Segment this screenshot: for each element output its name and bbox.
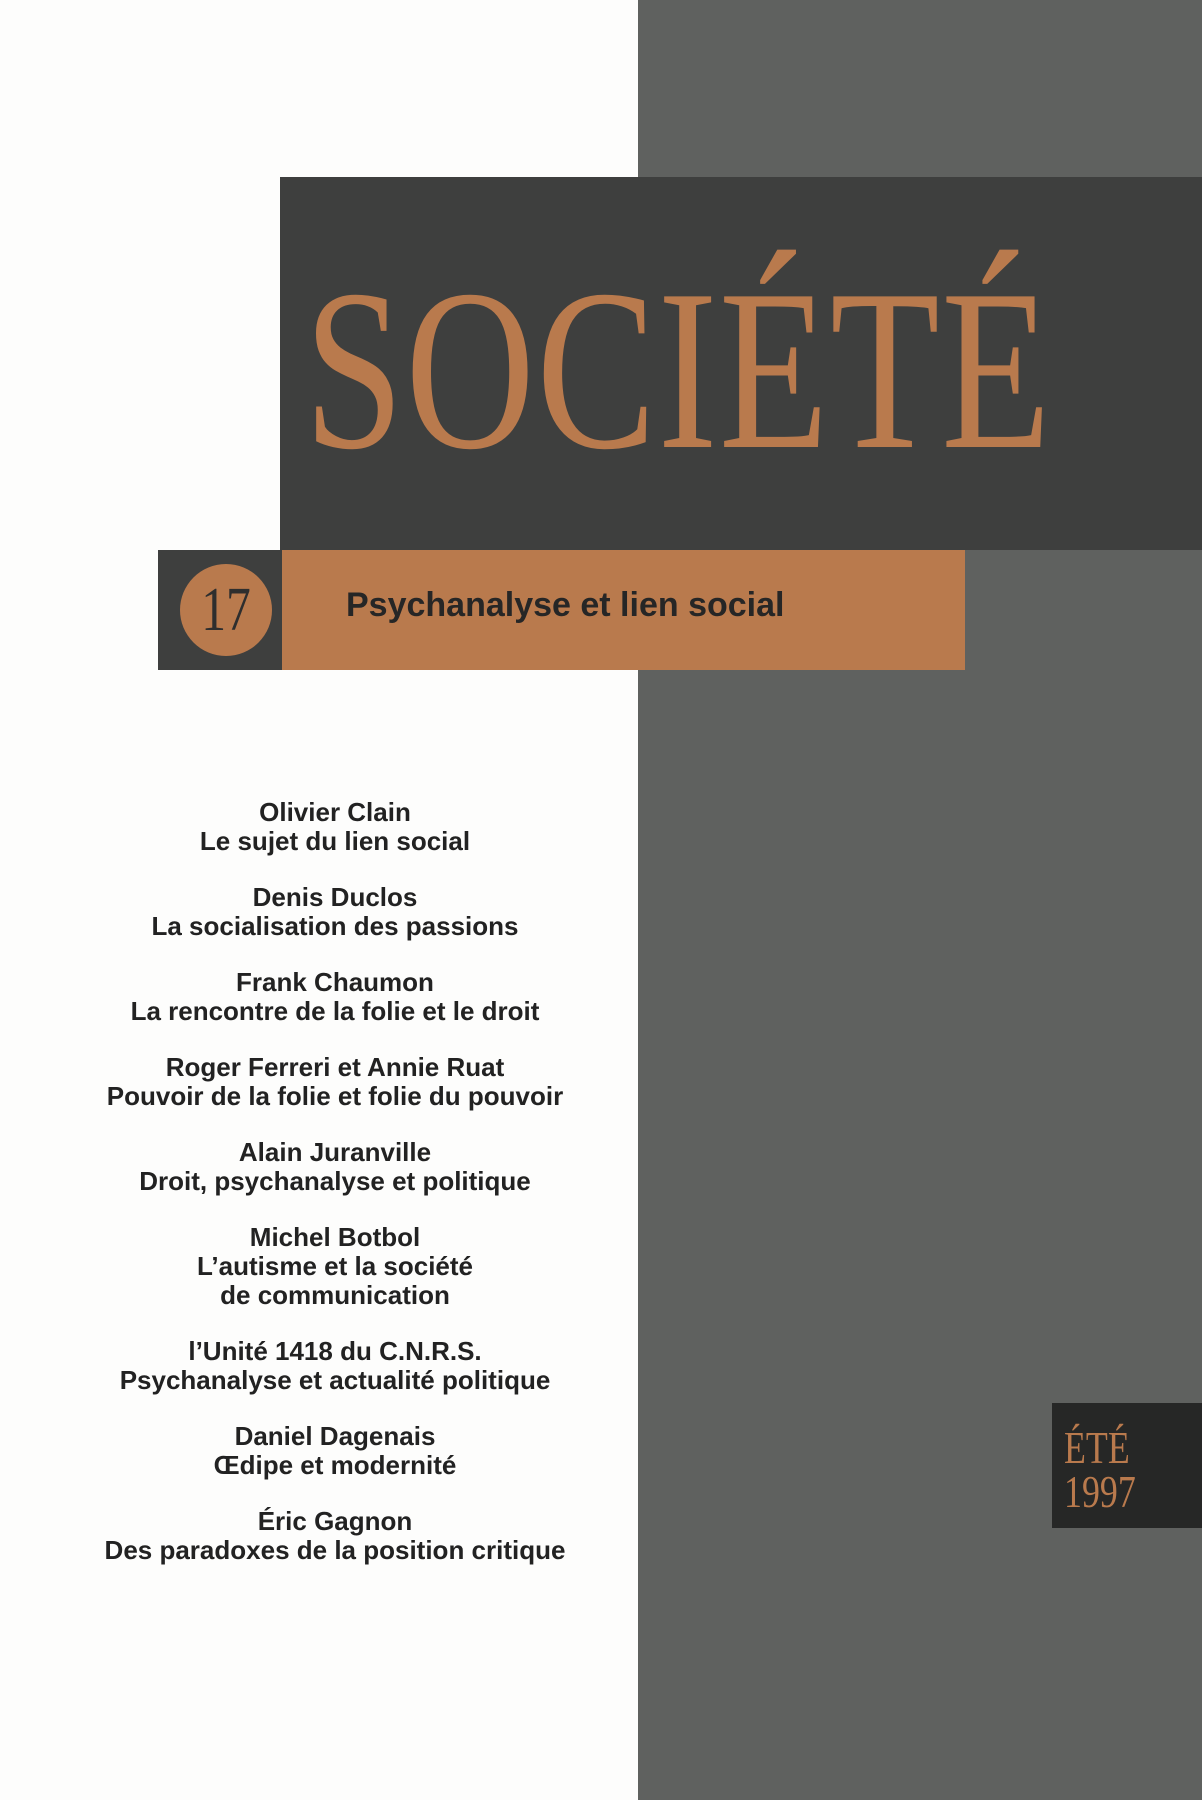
article-title: Pouvoir de la folie et folie du pouvoir [106, 1081, 564, 1111]
article-entry [55, 968, 615, 1026]
article-title: La rencontre de la folie et le droit [130, 996, 540, 1026]
article-author: Frank Chaumon [236, 967, 434, 997]
article-entry [55, 1053, 615, 1111]
article-author: Éric Gagnon [257, 1506, 413, 1536]
article-title-continued: de communication [220, 1280, 450, 1310]
table-of-contents [55, 798, 615, 1592]
article-title: Des paradoxes de la position critique [104, 1535, 566, 1565]
article-author: Alain Juranville [238, 1137, 432, 1167]
article-entry [55, 1507, 615, 1565]
article-author: Roger Ferreri et Annie Ruat [165, 1052, 505, 1082]
article-entry [55, 1223, 615, 1310]
season-badge [1052, 1403, 1202, 1528]
theme-band [282, 550, 965, 670]
article-title: Droit, psychanalyse et politique [139, 1166, 531, 1196]
article-entry [55, 1422, 615, 1480]
issue-badge [180, 564, 272, 656]
article-author: Daniel Dagenais [234, 1421, 436, 1451]
article-author: Olivier Clain [259, 797, 411, 827]
article-title: Œdipe et modernité [213, 1450, 457, 1480]
article-entry [55, 798, 615, 856]
issue-number: 17 [201, 576, 251, 644]
article-title: La socialisation des passions [151, 911, 519, 941]
issue-theme: Psychanalyse et lien social [346, 586, 785, 624]
article-title: L’autisme et la société [196, 1251, 473, 1281]
year-label: 1997 [1064, 1466, 1136, 1517]
article-author: l’Unité 1418 du C.N.R.S. [188, 1336, 482, 1366]
article-author: Denis Duclos [252, 882, 418, 912]
issue-box [158, 550, 282, 670]
article-entry [55, 1138, 615, 1196]
article-title: Psychanalyse et actualité politique [119, 1365, 551, 1395]
article-title: Le sujet du lien social [199, 826, 471, 856]
article-author: Michel Botbol [249, 1222, 421, 1252]
title-band [280, 177, 1202, 550]
journal-title: SOCIÉTÉ [304, 242, 1053, 497]
season-label: ÉTÉ [1064, 1422, 1130, 1473]
article-entry [55, 883, 615, 941]
article-entry [55, 1337, 615, 1395]
